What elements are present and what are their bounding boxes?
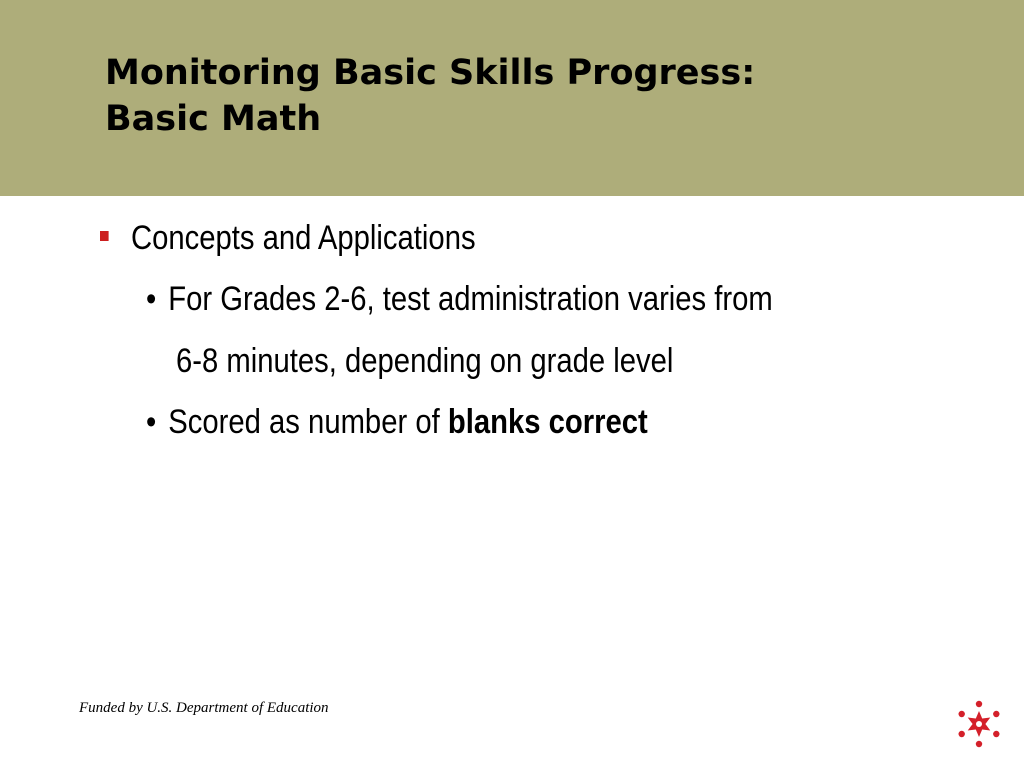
slide-title (105, 50, 985, 142)
sub-bullet-1-line-2: 6-8 minutes, depending on grade level (176, 342, 674, 380)
square-bullet-icon (100, 231, 109, 241)
dot-bullet-icon: • (146, 403, 157, 441)
sub-bullet-2-emphasis: blanks correct (447, 403, 648, 441)
slide-title-line-1: Monitoring Basic Skills Progress: (105, 53, 756, 93)
bullet-level-1 (100, 216, 476, 260)
sub-bullet-1-continuation (176, 339, 673, 383)
bullet-level-1-text: Concepts and Applications (130, 219, 476, 257)
red-star-people-logo-icon (954, 699, 1004, 749)
sub-bullet-2 (146, 400, 648, 444)
sub-bullet-2-prefix: Scored as number of (168, 403, 448, 441)
sub-bullet-1-line-1: For Grades 2-6, test administration varies from (168, 280, 773, 318)
funding-footer: Funded by U.S. Department of Education (79, 700, 329, 716)
sub-bullet-1 (146, 277, 773, 321)
dot-bullet-icon: • (146, 280, 157, 318)
slide-title-line-2: Basic Math (105, 99, 322, 139)
